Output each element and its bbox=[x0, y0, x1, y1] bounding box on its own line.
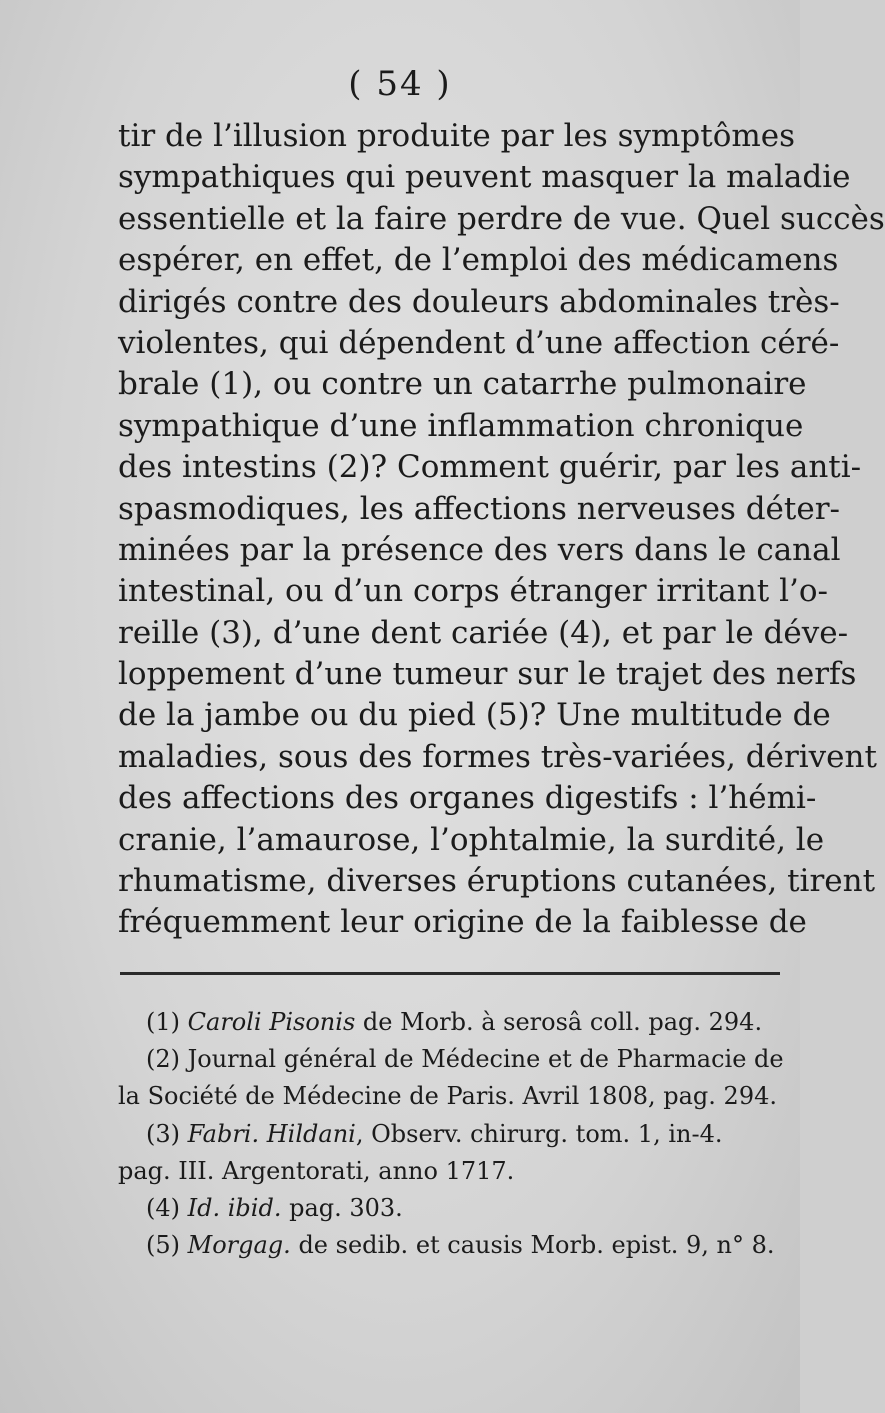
footnote-1 bbox=[118, 1004, 782, 1041]
body-line: espérer, en effet, de l’emploi des médicamens bbox=[118, 242, 839, 279]
body-line: violentes, qui dépendent d’une affection céré- bbox=[118, 324, 840, 361]
footnote-author: Id. ibid. bbox=[187, 1193, 282, 1222]
footnote-2-line-2: la Société de Médecine de Paris. Avril 1808, pag. 294. bbox=[118, 1082, 777, 1111]
footnote-text: pag. 303. bbox=[281, 1193, 403, 1222]
body-line: de la jambe ou du pied (5)? Une multitude de bbox=[118, 697, 831, 734]
body-line: des affections des organes digestifs : l’hémi- bbox=[118, 780, 817, 817]
footnote-2-line-1: (2) Journal général de Médecine et de Pharmacie de bbox=[146, 1045, 784, 1074]
footnote-number: (1) bbox=[146, 1008, 180, 1036]
body-line: fréquemment leur origine de la faiblesse de bbox=[118, 904, 807, 941]
body-text bbox=[118, 116, 885, 944]
body-line: reille (3), d’une dent cariée (4), et par le déve- bbox=[118, 614, 849, 651]
body-line: minées par la présence des vers dans le canal bbox=[118, 531, 841, 568]
footnote-4 bbox=[118, 1190, 782, 1227]
body-line: maladies, sous des formes très-variées, dérivent bbox=[118, 738, 877, 775]
body-line: rhumatisme, diverses éruptions cutanées, tirent bbox=[118, 863, 876, 900]
page-number: ( 54 ) bbox=[348, 64, 452, 104]
footnote-3 bbox=[118, 1116, 782, 1153]
footnote-rule bbox=[120, 972, 780, 975]
body-line: sympathique d’une inflammation chronique bbox=[118, 407, 804, 444]
body-line: brale (1), ou contre un catarrhe pulmonaire bbox=[118, 366, 807, 403]
footnote-text: de Morb. à serosâ coll. pag. 294. bbox=[355, 1008, 763, 1036]
body-line: intestinal, ou d’un corps étranger irritant l’o- bbox=[118, 573, 828, 610]
body-line: loppement d’une tumeur sur le trajet des nerfs bbox=[118, 656, 857, 693]
footnote-author: Caroli Pisonis bbox=[187, 1008, 356, 1036]
body-line: essentielle et la faire perdre de vue. Quel succès bbox=[118, 200, 885, 237]
body-line: des intestins (2)? Comment guérir, par les anti- bbox=[118, 449, 862, 486]
footnote-text: , Observ. chirurg. tom. 1, in-4. bbox=[355, 1119, 723, 1148]
body-line: sympathiques qui peuvent masquer la maladie bbox=[118, 159, 851, 196]
footnote-3-line-2: pag. III. Argentorati, anno 1717. bbox=[118, 1156, 515, 1185]
footnote-text: de sedib. et causis Morb. epist. 9, n° 8. bbox=[290, 1231, 775, 1260]
footnote-author: Fabri. Hildani bbox=[187, 1119, 356, 1148]
footnote-author: Morgag. bbox=[187, 1231, 291, 1260]
footnote-5 bbox=[118, 1227, 782, 1264]
body-line: spasmodiques, les affections nerveuses déter- bbox=[118, 490, 840, 527]
body-line: dirigés contre des douleurs abdominales très- bbox=[118, 283, 840, 320]
footnote-number: (5) bbox=[146, 1231, 180, 1260]
body-line: cranie, l’amaurose, l’ophtalmie, la surdité, le bbox=[118, 821, 825, 858]
footnotes bbox=[118, 1004, 782, 1264]
footnote-number: (3) bbox=[146, 1119, 180, 1148]
footnote-number: (4) bbox=[146, 1193, 180, 1222]
body-line: tir de l’illusion produite par les symptômes bbox=[118, 118, 796, 154]
